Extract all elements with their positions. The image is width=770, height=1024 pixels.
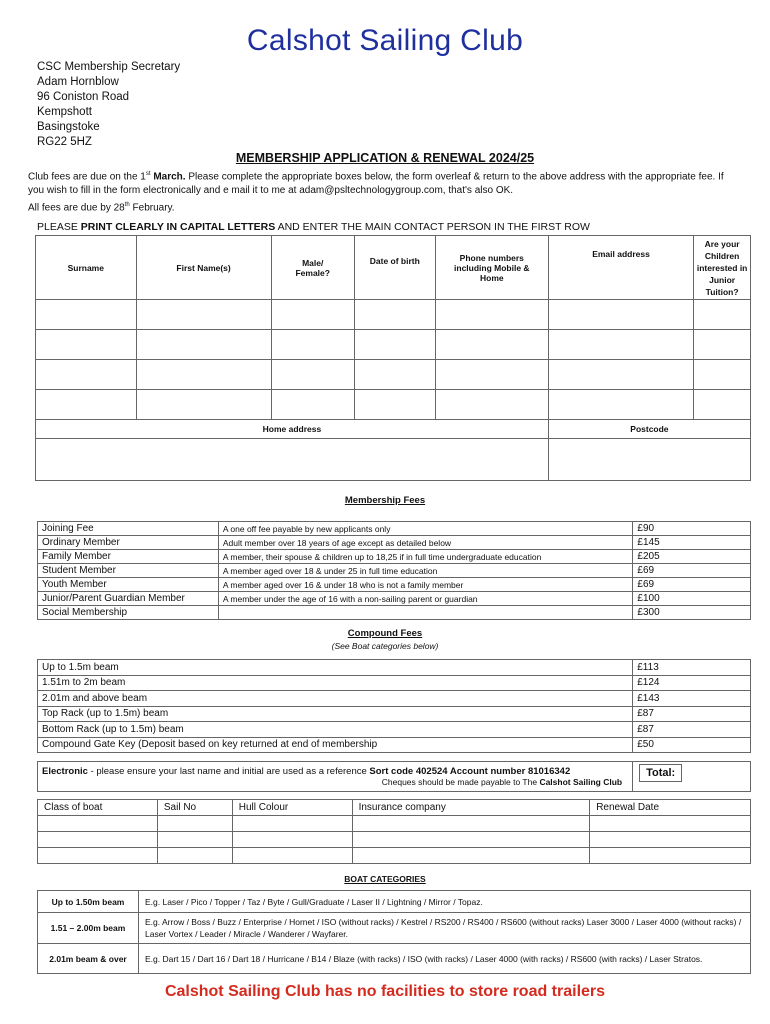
boat-row: [38, 848, 751, 864]
category-size: Up to 1.50m beam: [38, 891, 139, 913]
fee-row: [38, 592, 751, 606]
compound-name: Bottom Rack (up to 1.5m) beam: [38, 722, 633, 738]
compound-price: £50: [633, 737, 751, 753]
fee-price: £205: [633, 550, 751, 564]
membership-fees-table: [37, 521, 751, 620]
member-row: [36, 360, 751, 390]
fee-description: Adult member over 18 years of age except as detailed below: [218, 536, 633, 550]
boat-row: [38, 816, 751, 832]
compound-name: Up to 1.5m beam: [38, 660, 633, 676]
compound-row: [38, 660, 751, 676]
fee-description: A member aged over 18 & under 25 in full time education: [218, 564, 633, 578]
trailer-warning: Calshot Sailing Club has no facilities to store road trailers: [164, 983, 606, 1000]
fee-name: Junior/Parent Guardian Member: [38, 592, 219, 606]
fee-price: £69: [633, 564, 751, 578]
compound-name: 1.51m to 2m beam: [38, 675, 633, 691]
compound-row: [38, 691, 751, 707]
compound-fees-subheading: (See Boat categories below): [331, 641, 439, 651]
compound-name: Compound Gate Key (Deposit based on key returned at end of membership: [38, 737, 633, 753]
surname-header: Surname: [36, 236, 137, 300]
total-field[interactable]: [633, 762, 751, 792]
compound-price: £87: [633, 722, 751, 738]
boat-details-table: [37, 799, 751, 864]
fee-price: £300: [633, 606, 751, 620]
insurance-header: Insurance company: [352, 800, 590, 816]
boat-row: [38, 832, 751, 848]
phone-header: Phone numbers including Mobile & Home: [435, 236, 548, 300]
home-address-field[interactable]: [36, 439, 549, 481]
fee-name: Joining Fee: [38, 522, 219, 536]
fee-price: £69: [633, 578, 751, 592]
member-row: [36, 330, 751, 360]
fee-name: Social Membership: [38, 606, 219, 620]
email-header: Email address: [548, 236, 693, 300]
secretary-address: [37, 60, 180, 150]
gender-header: Male/ Female?: [271, 236, 354, 300]
fee-name: Youth Member: [38, 578, 219, 592]
compound-price: £124: [633, 675, 751, 691]
category-examples: E.g. Arrow / Boss / Buzz / Enterprise / Hornet / ISO (without racks) / Kestrel / RS200 / RS400 / RS600 (without racks) Laser 3000 / Laser 4000 (without racks) / Laser Vortex / Leader / Miracle / Wanderer / Wayfarer.: [139, 913, 751, 944]
address-line: CSC Membership Secretary: [37, 61, 181, 73]
compound-row: [38, 722, 751, 738]
postcode-field[interactable]: [548, 439, 750, 481]
fee-price: £90: [633, 522, 751, 536]
renewal-date-header: Renewal Date: [590, 800, 751, 816]
category-row: [38, 913, 751, 944]
form-heading: MEMBERSHIP APPLICATION & RENEWAL 2024/25: [235, 151, 535, 165]
fee-price: £100: [633, 592, 751, 606]
compound-name: Top Rack (up to 1.5m) beam: [38, 706, 633, 722]
category-row: [38, 944, 751, 974]
fee-name: Student Member: [38, 564, 219, 578]
category-row: [38, 891, 751, 913]
address-line: RG22 5HZ: [37, 136, 92, 148]
first-name-header: First Name(s): [136, 236, 271, 300]
class-of-boat-header: Class of boat: [38, 800, 158, 816]
category-examples: E.g. Dart 15 / Dart 16 / Dart 18 / Hurricane / B14 / Blaze (with racks) / ISO (with racks) / Laser 4000 (with racks) / RS600 (with racks) / Laser Stratos.: [139, 944, 751, 974]
fee-description: [218, 606, 633, 620]
fee-row: [38, 606, 751, 620]
fee-name: Ordinary Member: [38, 536, 219, 550]
category-size: 2.01m beam & over: [38, 944, 139, 974]
fee-name: Family Member: [38, 550, 219, 564]
address-line: Basingstoke: [37, 121, 100, 133]
fee-row: [38, 578, 751, 592]
compound-name: 2.01m and above beam: [38, 691, 633, 707]
intro-text: Club fees are due on the 1st March. Please complete the appropriate boxes below, the form overleaf & return to the above address with the appropriate fee. If you wish to fill in the form electronically and e mail it to me at adam@psltechnologygroup.com, that's also OK. All fees are due by 28th February.: [28, 171, 724, 214]
total-label: Total:: [639, 764, 682, 782]
address-line: Kempshott: [37, 106, 92, 118]
home-address-header: Home address: [36, 420, 549, 439]
fee-row: [38, 564, 751, 578]
junior-tuition-header: Are your Children interested in Junior Tuition?: [694, 236, 751, 300]
compound-price: £143: [633, 691, 751, 707]
address-line: Adam Hornblow: [37, 76, 119, 88]
membership-fees-heading: Membership Fees: [344, 495, 426, 506]
member-row: [36, 300, 751, 330]
member-row: [36, 390, 751, 420]
fee-description: A member aged over 16 & under 18 who is not a family member: [218, 578, 633, 592]
fee-price: £145: [633, 536, 751, 550]
compound-fees-table: [37, 659, 751, 753]
compound-row: [38, 706, 751, 722]
compound-price: £113: [633, 660, 751, 676]
address-line: 96 Coniston Road: [37, 91, 130, 103]
club-title: Calshot Sailing Club: [246, 24, 524, 57]
fee-row: [38, 536, 751, 550]
fee-row: [38, 522, 751, 536]
boat-categories-heading: BOAT CATEGORIES: [344, 874, 426, 884]
compound-price: £87: [633, 706, 751, 722]
compound-row: [38, 675, 751, 691]
compound-fees-heading: Compound Fees: [347, 628, 423, 639]
fee-description: A member under the age of 16 with a non-sailing parent or guardian: [218, 592, 633, 606]
hull-colour-header: Hull Colour: [232, 800, 352, 816]
fee-description: A member, their spouse & children up to 18,25 if in full time undergraduate education: [218, 550, 633, 564]
category-size: 1.51 – 2.00m beam: [38, 913, 139, 944]
payment-table: [37, 761, 751, 792]
postcode-header: Postcode: [548, 420, 750, 439]
fee-description: A one off fee payable by new applicants only: [218, 522, 633, 536]
member-details-table: [35, 235, 751, 481]
compound-row: [38, 737, 751, 753]
print-instruction: PLEASE PRINT CLEARLY IN CAPITAL LETTERS AND ENTER THE MAIN CONTACT PERSON IN THE FIRST ROW: [37, 221, 590, 233]
boat-categories-table: [37, 890, 751, 974]
category-examples: E.g. Laser / Pico / Topper / Taz / Byte / Gull/Graduate / Laser II / Lightning / Mirror / Topaz.: [139, 891, 751, 913]
dob-header: Date of birth: [354, 236, 435, 300]
payment-instructions: Electronic - please ensure your last name and initial are used as a reference Sort code 402524 Account number 81016342 Cheques should be made payable to The Calshot Sailing Club: [38, 762, 633, 792]
fee-row: [38, 550, 751, 564]
sail-no-header: Sail No: [157, 800, 232, 816]
